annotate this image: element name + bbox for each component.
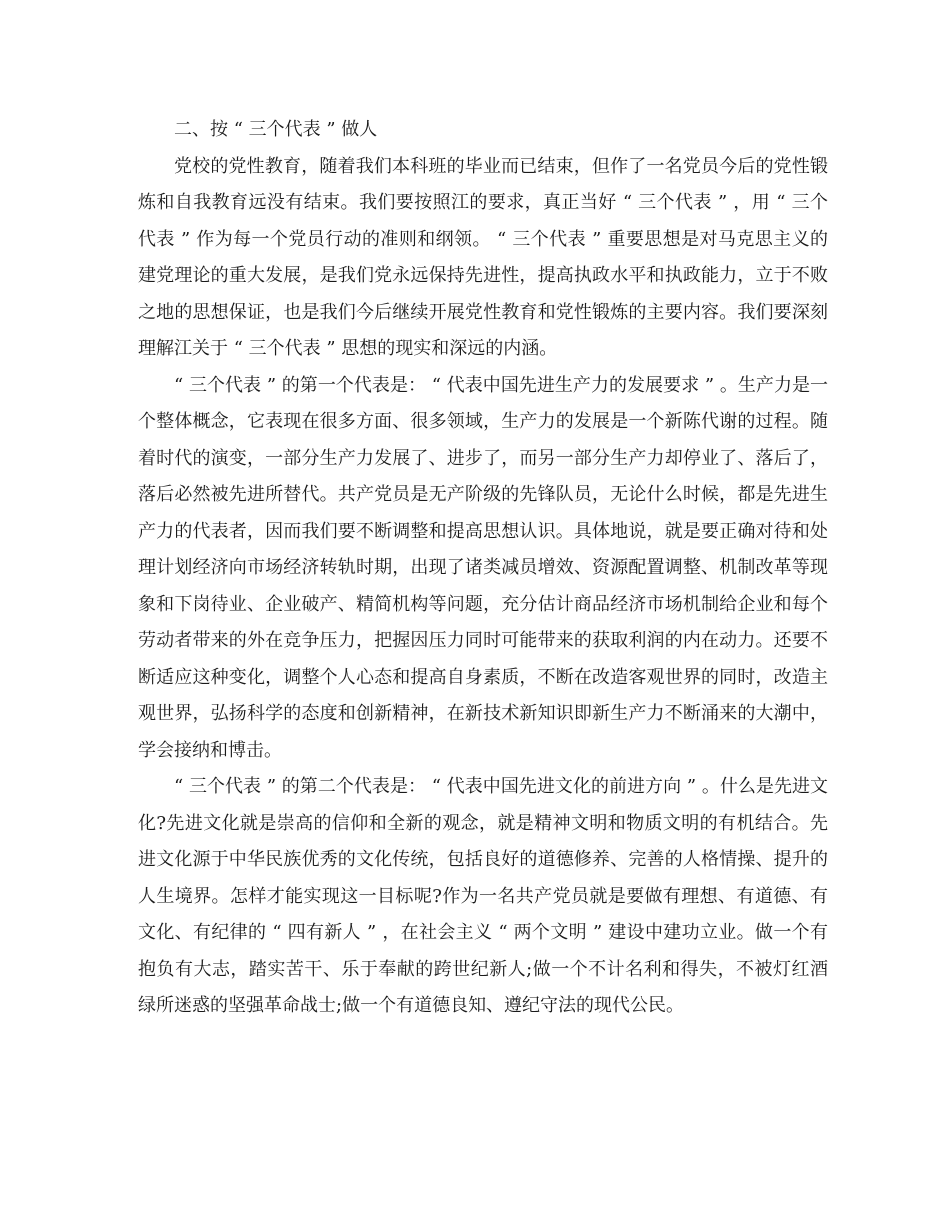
paragraph-second-representative: “ 三个代表 ” 的第二个代表是： “ 代表中国先进文化的前进方向 ” 。什么是先进文化?先进文化就是崇高的信仰和全新的观念，就是精神文明和物质文明的有机结合。先进文化源于中华民族优秀的文化传统，包括良好的道德修养、完善的人格情操、提升的人生境界。怎样才能实现这一目标呢?作为一名共产党员就是要做有理想、有道德、有文化、有纪律的 “ 四有新人 ” ，在社会主义 “ 两个文明 ” 建设中建功立业。做一个有抱负有大志，踏实苦干、乐于奉献的跨世纪新人;做一个不计名利和得失，不被灯红酒绿所迷惑的坚强革命战士;做一个有道德良知、遵纪守法的现代公民。: [138, 776, 828, 1016]
paragraph-first-representative: “ 三个代表 ” 的第一个代表是： “ 代表中国先进生产力的发展要求 ” 。生产力是一个整体概念，它表现在很多方面、很多领域，生产力的发展是一个新陈代谢的过程。随着时代的演变，一部分生产力发展了、进步了，而另一部分生产力却停业了、落后了，落后必然被先进所替代。共产党员是无产阶级的先锋队员，无论什么时候，都是先进生产力的代表者，因而我们要不断调整和提高思想认识。具体地说，就是要正确对待和处理计划经济向市场经济转轨时期，出现了诸类减员增效、资源配置调整、机制改革等现象和下岗待业、企业破产、精简机构等问题，充分估计商品经济市场机制给企业和每个劳动者带来的外在竞争压力，把握因压力同时可能带来的获取利润的内在动力。还要不断适应这种变化，调整个人心态和提高自身素质，不断在改造客观世界的同时，改造主观世界，弘扬科学的态度和创新精神，在新技术新知识即新生产力不断涌来的大潮中，学会接纳和博击。: [138, 374, 828, 761]
document-body: [138, 112, 828, 1025]
section-heading: 二、按 “ 三个代表 ” 做人: [174, 119, 378, 140]
paragraph-intro: 党校的党性教育，随着我们本科班的毕业而已结束，但作了一名党员今后的党性锻炼和自我教育远没有结束。我们要按照江的要求，真正当好 “ 三个代表 ” ，用 “ 三个代表 ” 作为每一个党员行动的准则和纲领。 “ 三个代表 ” 重要思想是对马克思主义的建党理论的重大发展，是我们党永远保持先进性，提高执政水平和执政能力，立于不败之地的思想保证，也是我们今后继续开展党性教育和党性锻炼的主要内容。我们要深刻理解江关于 “ 三个代表 ” 思想的现实和深远的内涵。: [138, 155, 828, 359]
